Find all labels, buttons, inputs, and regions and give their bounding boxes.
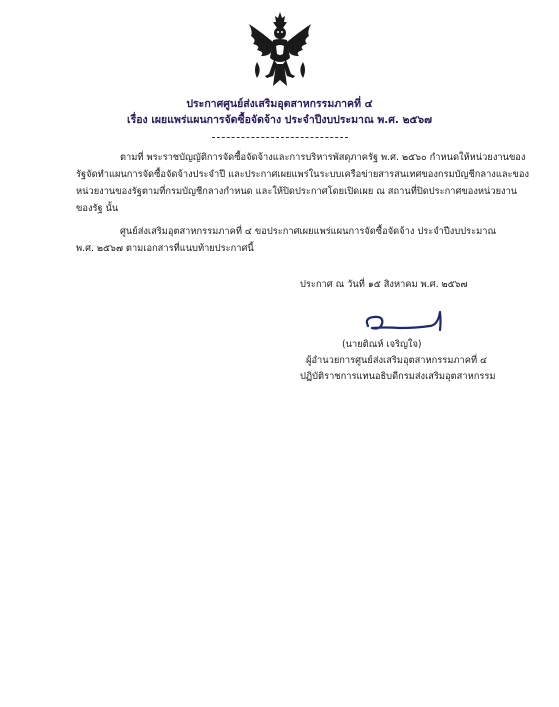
body-para1-line3: หน่วยงานของรัฐตามที่กรมบัญชีกลางกำหนด และให้ปิดประกาศโดยเปิดเผย ณ สถานที่ปิดประกาศของหน่วยงาน bbox=[76, 186, 518, 197]
signer-acting-title: ปฏิบัติราชการแทนอธิบดีกรมส่งเสริมอุตสาหกรรม bbox=[300, 371, 496, 382]
body-para2-line1: ศูนย์ส่งเสริมอุตสาหกรรมภาคที่ ๔ ขอประกาศเผยแพร่แผนการจัดซื้อจัดจ้าง ประจำปีงบประมาณ bbox=[120, 226, 497, 237]
announcement-title: ประกาศศูนย์ส่งเสริมอุตสาหกรรมภาคที่ ๔ bbox=[186, 98, 373, 110]
body-para2-line2: พ.ศ. ๒๕๖๗ ตามเอกสารที่แนบท้ายประกาศนี้ bbox=[76, 243, 254, 254]
garuda-emblem-icon bbox=[243, 10, 317, 92]
signer-title: ผู้อำนวยการศูนย์ส่งเสริมอุตสาหกรรมภาคที่ ๔ bbox=[306, 355, 488, 366]
body-para1-line2: รัฐจัดทำแผนการจัดซื้อจัดจ้างประจำปี และประกาศเผยแพร่ในระบบเครือข่ายสารสนเทศของกรมบัญชีกลางและของ bbox=[76, 169, 530, 180]
title-divider bbox=[212, 137, 348, 138]
announcement-date: ประกาศ ณ วันที่ ๑๕ สิงหาคม พ.ศ. ๒๕๖๗ bbox=[300, 279, 468, 290]
signer-name: (นายติณห์ เจริญใจ) bbox=[342, 339, 422, 350]
handwritten-signature-icon bbox=[360, 306, 450, 336]
body-para1-line1: ตามที่ พระราชบัญญัติการจัดซื้อจัดจ้างและการบริหารพัสดุภาครัฐ พ.ศ. ๒๕๖๐ กำหนดให้หน่วยงานของ bbox=[120, 152, 526, 163]
body-para1-line4: ของรัฐ นั้น bbox=[76, 203, 119, 214]
announcement-subject: เรื่อง เผยแพร่แผนการจัดซื้อจัดจ้าง ประจำปีงบประมาณ พ.ศ. ๒๕๖๗ bbox=[127, 114, 432, 126]
